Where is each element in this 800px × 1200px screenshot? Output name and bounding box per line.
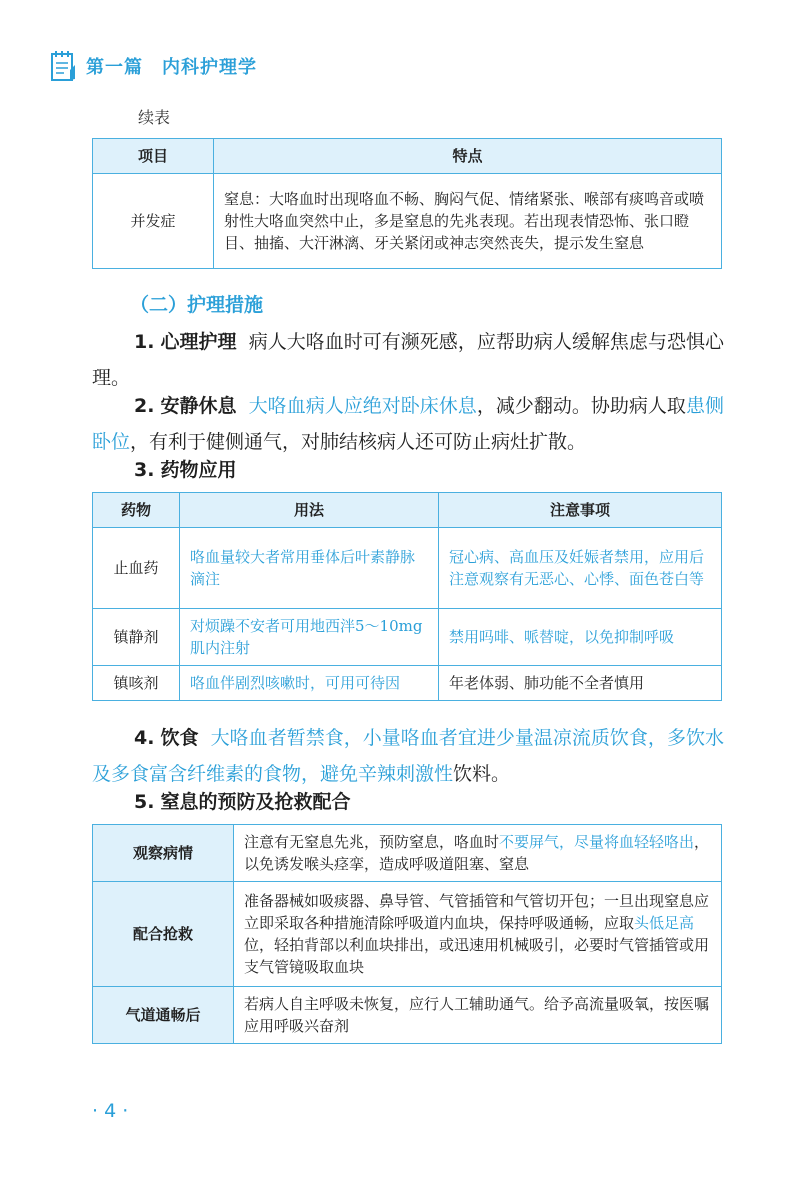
table-cell-desc: 准备器械如吸痰器、鼻导管、气管插管和气管切开包；一旦出现窒息应立即采取各种措施清除呼吸道内血块，保持呼吸通畅，应取头低足高位，轻拍背部以利血块排出，或迅速用机械吸引，必要时气管插管或用支气管镜吸取血块 <box>234 882 722 987</box>
table-row-head: 气道通畅后 <box>93 987 234 1044</box>
chapter-title: 第一篇 内科护理学 <box>86 57 257 78</box>
item-number: 5. <box>134 791 155 813</box>
table-header-item: 项目 <box>93 139 214 174</box>
complication-table <box>92 138 722 269</box>
continued-label: 续表 <box>138 108 171 127</box>
table-cell-desc: 窒息：大咯血时出现咯血不畅、胸闷气促、情绪紧张、喉部有痰鸣音或喷射性大咯血突然中止，多是窒息的先兆表现。若出现表情恐怖、张口瞪目、抽搐、大汗淋漓、牙关紧闭或神志突然丧失，提示发生窒息 <box>214 174 722 269</box>
table-cell-note: 禁用吗啡、哌替啶，以免抑制呼吸 <box>439 609 722 666</box>
table-cell-item: 并发症 <box>93 174 214 269</box>
table-header-drug: 药物 <box>93 493 180 528</box>
paragraph-psych-care <box>92 324 724 396</box>
table-cell-note: 冠心病、高血压及妊娠者禁用，应用后注意观察有无恶心、心悸、面色苍白等 <box>439 528 722 609</box>
table-cell-desc: 若病人自主呼吸未恢复，应行人工辅助通气。给予高流量吸氧，按医嘱应用呼吸兴奋剂 <box>234 987 722 1044</box>
item-number: 2. <box>134 395 155 417</box>
table-row <box>93 174 722 269</box>
item-number: 1. <box>134 331 155 353</box>
table-row <box>93 528 722 609</box>
table-header-usage: 用法 <box>180 493 439 528</box>
table-header-feature: 特点 <box>214 139 722 174</box>
paragraph-drug-heading <box>134 452 237 488</box>
table-cell-drug: 镇静剂 <box>93 609 180 666</box>
highlight-text: 头低足高 <box>634 914 695 932</box>
item-keyword: 安静休息 <box>160 395 237 417</box>
paragraph-asphyxia-heading <box>134 784 351 820</box>
item-text: ，有利于健侧通气，对肺结核病人还可防止病灶扩散。 <box>130 431 587 453</box>
item-keyword: 药物应用 <box>160 459 237 481</box>
item-keyword: 饮食 <box>160 727 199 749</box>
table-row <box>93 666 722 701</box>
table-row <box>93 825 722 882</box>
page-number: · 4 · <box>92 1100 129 1122</box>
item-keyword: 窒息的预防及抢救配合 <box>160 791 351 813</box>
chapter-header <box>50 46 257 86</box>
table-row <box>93 987 722 1044</box>
paragraph-rest <box>92 388 724 460</box>
drug-table <box>92 492 722 701</box>
item-text: ，减少翻动。协助病人取 <box>476 395 686 417</box>
table-cell-drug: 镇咳剂 <box>93 666 180 701</box>
table-row <box>93 609 722 666</box>
section-title: （二）护理措施 <box>130 294 264 316</box>
table-row <box>93 882 722 987</box>
item-number: 4. <box>134 727 155 749</box>
highlight-text: 不要屏气，尽量将血轻轻咯出 <box>499 833 695 851</box>
table-header-note: 注意事项 <box>439 493 722 528</box>
item-keyword: 心理护理 <box>160 331 237 353</box>
highlight-text: 大咯血者暂禁食，小量咯血者宜进少量温凉流质饮食，多饮水及多食富含纤维素的食物，避免辛辣刺激性 <box>92 727 724 785</box>
table-cell-usage: 对烦躁不安者可用地西泮5～10mg肌内注射 <box>180 609 439 666</box>
highlight-text: 患侧卧位 <box>92 395 724 453</box>
paragraph-diet <box>92 720 724 792</box>
item-text: 病人大咯血时可有濒死感，应帮助病人缓解焦虑与恐惧心理。 <box>92 331 724 389</box>
item-text: 饮料。 <box>453 763 511 785</box>
table-cell-desc: 注意有无窒息先兆，预防窒息，咯血时不要屏气，尽量将血轻轻咯出，以免诱发喉头痉挛，造成呼吸道阻塞、窒息 <box>234 825 722 882</box>
table-cell-usage: 咯血伴剧烈咳嗽时，可用可待因 <box>180 666 439 701</box>
table-cell-drug: 止血药 <box>93 528 180 609</box>
table-row-head: 观察病情 <box>93 825 234 882</box>
asphyxia-table <box>92 824 722 1044</box>
table-cell-usage: 咯血量较大者常用垂体后叶素静脉滴注 <box>180 528 439 609</box>
table-row-head: 配合抢救 <box>93 882 234 987</box>
table-cell-note: 年老体弱、肺功能不全者慎用 <box>439 666 722 701</box>
notebook-icon <box>50 50 76 82</box>
highlight-text: 大咯血病人应绝对卧床休息 <box>248 395 477 417</box>
item-number: 3. <box>134 459 155 481</box>
